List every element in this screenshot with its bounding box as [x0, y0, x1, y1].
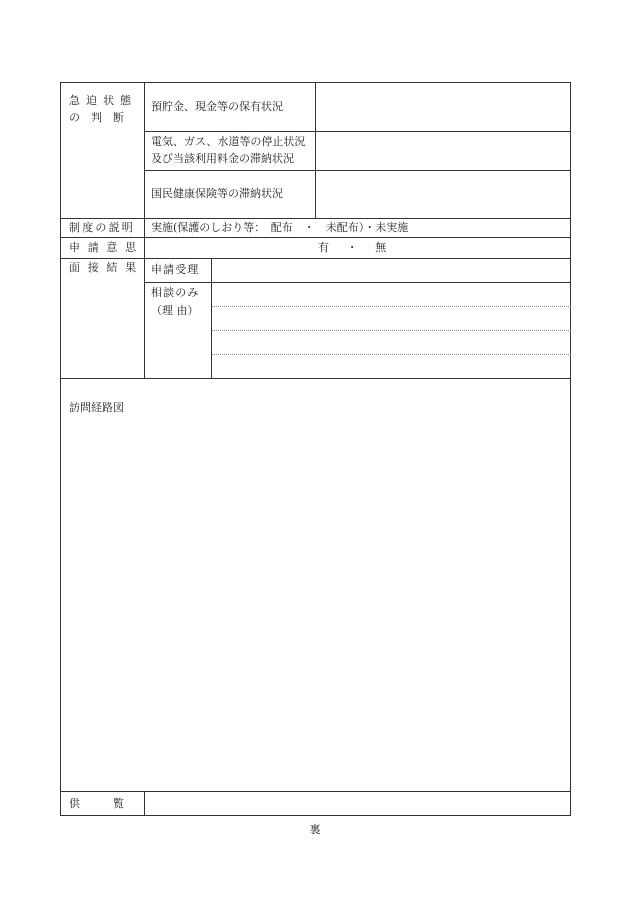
emergency-heading-line2: の 判 断 — [69, 111, 124, 124]
utilities-label-line2: 及び当該利用料金の滞納状況 — [151, 152, 294, 165]
utilities-label-line1: 電気、ガス、水道等の停止状況 — [151, 135, 306, 148]
row-divider — [61, 237, 571, 238]
reason-label: （理 由） — [151, 304, 199, 317]
interview-result-label: 面接結果 — [69, 261, 144, 274]
system-explanation-label: 制度の説明 — [69, 221, 135, 234]
application-intent-value: 有 ・ 無 — [318, 241, 390, 254]
application-intent-label: 申請意思 — [69, 241, 144, 254]
application-form — [60, 82, 571, 816]
row-divider — [61, 791, 571, 792]
row-divider — [61, 378, 571, 379]
column-divider — [315, 83, 316, 218]
consultation-only-label: 相談のみ — [151, 286, 200, 299]
row-divider — [61, 258, 571, 259]
insurance-label: 国民健康保険等の滞納状況 — [151, 187, 283, 200]
row-divider — [144, 170, 571, 171]
row-divider — [144, 131, 571, 132]
column-divider — [211, 258, 212, 378]
system-explanation-value: 実施(保護のしおり等： 配布 ・ 未配布）・未実施 — [151, 221, 409, 234]
application-accepted-label: 申請受理 — [151, 263, 200, 276]
reason-dotted-line — [211, 330, 571, 331]
page-side-label: 裏 — [309, 823, 321, 836]
column-divider — [144, 791, 145, 816]
route-map-label: 訪問経路図 — [69, 401, 124, 414]
reason-dotted-line — [211, 354, 571, 355]
savings-label: 預貯金、現金等の保有状況 — [151, 100, 283, 113]
row-divider — [61, 218, 571, 219]
column-divider — [144, 83, 145, 378]
reason-dotted-line — [211, 306, 571, 307]
emergency-heading-line1: 急迫状態 — [69, 94, 138, 107]
row-divider — [144, 282, 571, 283]
inspection-label: 供 覧 — [69, 797, 124, 810]
